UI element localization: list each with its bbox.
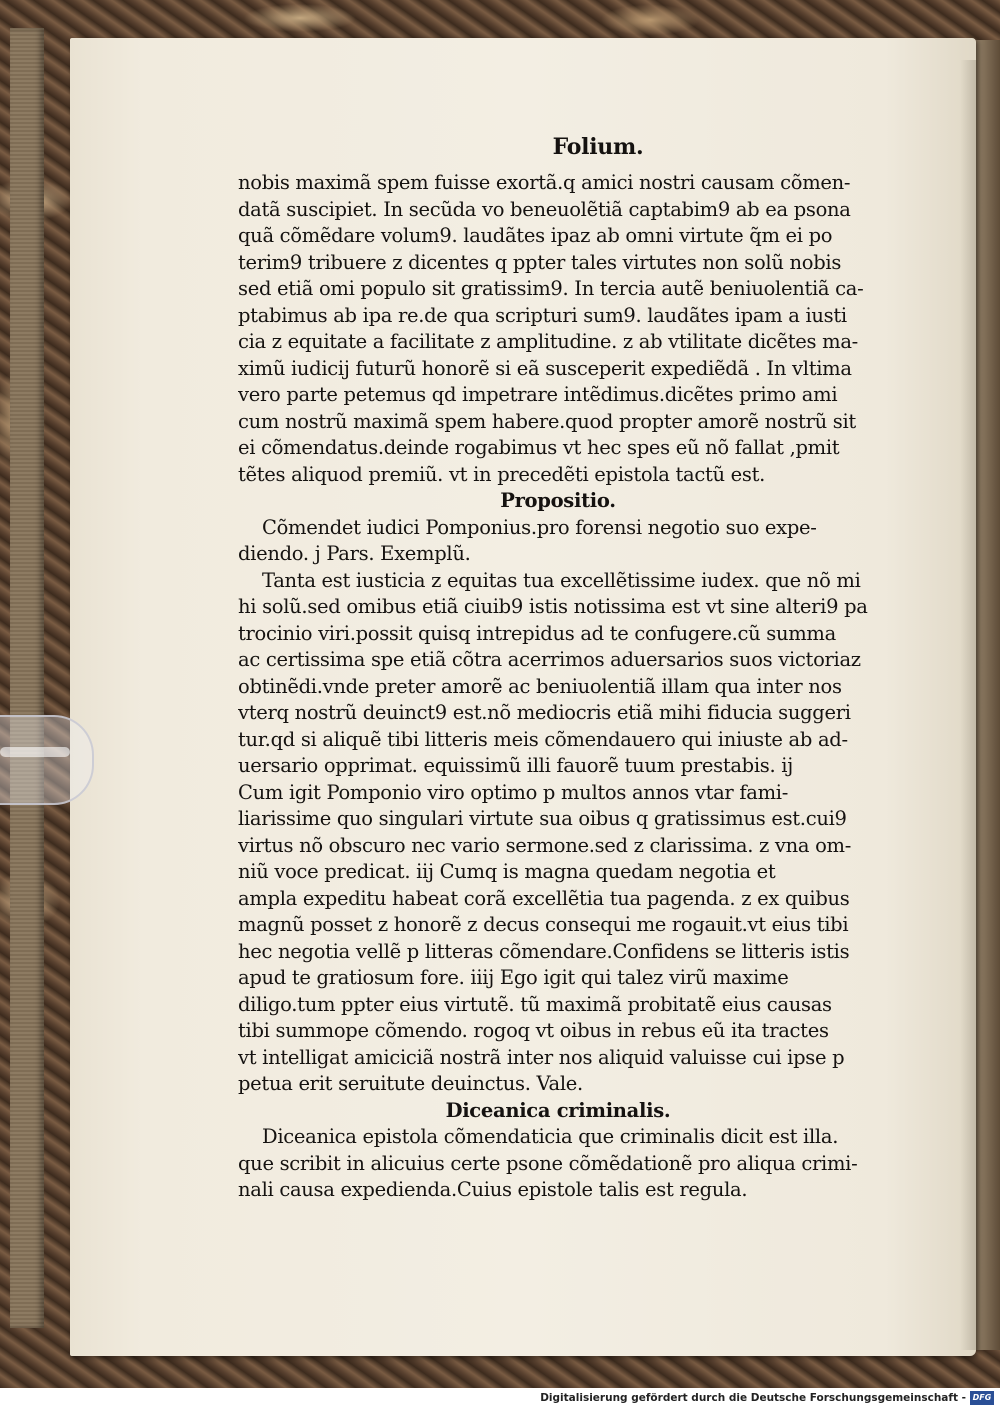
text-line: ei cõmendatus.deinde rogabimus vt hec spes eũ nõ fallat ,pmit — [238, 436, 840, 459]
text-line: vterq nostrũ deuinct9 est.nõ mediocris etiã mihi fiducia suggeri — [238, 701, 851, 724]
text-line: que scribit in alicuius certe psone cõmẽdationẽ pro aliqua crimi- — [238, 1151, 858, 1175]
propositio-heading: Propositio. — [500, 489, 616, 512]
text-line: ac certissima spe etiã cõtra acerrimos aduersarios suos victoriaz — [238, 648, 861, 671]
text-line: Tanta est iusticia z equitas tua excellẽtissime iudex. que nõ mi — [262, 568, 861, 592]
text-line: Diceanica epistola cõmendaticia que criminalis dicit est illa. — [262, 1125, 839, 1148]
text-line: petua erit seruitute deuinctus. Vale. — [238, 1072, 583, 1095]
text-line: ximũ iudicij futurũ honorẽ si eã susceperit expediẽdã . In vltima — [238, 356, 852, 380]
text-line: obtinẽdi.vnde preter amorẽ ac beniuolentiã illam qua inter nos — [238, 674, 842, 698]
text-line: Cõmendet iudici Pomponius.pro forensi negotio suo expe- — [262, 515, 817, 539]
text-line: hec negotia vellẽ p litteras cõmendare.Confidens se litteris istis — [238, 939, 850, 963]
leaf-edge-shadow — [960, 60, 978, 1350]
text-line: magnũ posset z honorẽ z decus consequi me rogauit.vt eius tibi — [238, 913, 849, 936]
text-line: terim9 tribuere z dicentes q ppter tales virtutes non solũ nobis — [238, 250, 842, 274]
diceanica-paragraph — [238, 1124, 878, 1204]
text-line: datã suscipiet. In secũda vo beneuolẽtiã captabim9 ab ea psona — [238, 197, 851, 221]
text-line: apud te gratiosum fore. iiij Ego igit qui talez virũ maxime — [238, 966, 789, 989]
text-line: cia z equitate a facilitate z amplitudine. z ab vtilitate dicẽtes ma- — [238, 330, 858, 353]
binding-spine — [10, 28, 44, 1328]
text-line: sed etiã omi populo sit gratissim9. In tercia autẽ beniuolentiã ca- — [238, 277, 864, 300]
text-line: uersario opprimat. equissimũ illi fauorẽ tuum prestabis. ij — [238, 754, 793, 777]
text-line: diendo. j Pars. Exemplũ. — [238, 542, 471, 565]
text-line: tur.qd si aliquẽ tibi litteris meis cõmendauero qui iniuste ab ad- — [238, 727, 848, 751]
text-line: vt intelligat amiciciã nostrã inter nos aliquid valuisse cui ipse p — [238, 1045, 845, 1069]
example-paragraph — [238, 568, 878, 1098]
text-line: liarissime quo singulari virtute sua oibus q gratissimus est.cui9 — [238, 807, 847, 830]
dfg-logo: DFG — [970, 1391, 994, 1405]
funding-footer — [0, 1388, 1000, 1411]
text-line: diligo.tum ppter eius virtutẽ. tũ maximã probitatẽ eius causas — [238, 992, 832, 1016]
page-heading: Folium. — [552, 134, 644, 160]
text-line: niũ voce predicat. iij Cumq is magna quedam negotia et — [238, 860, 776, 883]
text-line: cum nostrũ maximã spem habere.quod propter amorẽ nostrũ sit — [238, 409, 856, 433]
text-line: trocinio viri.possit quisq intrepidus ad te confugere.cũ summa — [238, 621, 836, 645]
text-line: nobis maximã spem fuisse exortã.q amici nostri causam cõmen- — [238, 171, 851, 194]
intro-paragraph — [238, 170, 878, 488]
text-line: quã cõmẽdare volum9. laudãtes ipaz ab omni virtute q̃m ei po — [238, 224, 833, 247]
propositio-paragraph — [238, 515, 878, 568]
text-line: virtus nõ obscuro nec vario sermone.sed z clarissima. z vna om- — [238, 833, 851, 857]
text-line: tẽtes aliquod premiũ. vt in precedẽti epistola tactũ est. — [238, 462, 766, 486]
text-line: vero parte petemus qd impetrare intẽdimus.dicẽtes primo ami — [238, 383, 838, 406]
funding-notice: Digitalisierung gefördert durch die Deutsche Forschungsgemeinschaft - — [540, 1392, 966, 1404]
text-line: hi solũ.sed omibus etiã ciuib9 istis notissima est vt sine alteri9 pa — [238, 595, 868, 618]
diceanica-heading: Diceanica criminalis. — [445, 1098, 671, 1122]
printed-text-block — [238, 130, 878, 1204]
text-line: tibi summope cõmendo. rogoq vt oibus in rebus eũ ita tractes — [238, 1019, 829, 1042]
page-holder-clip — [0, 715, 94, 805]
text-line: nali causa expedienda.Cuius epistole talis est regula. — [238, 1178, 748, 1201]
text-line: ampla expeditu habeat corã excellẽtia tua pagenda. z ex quibus — [238, 886, 850, 910]
text-line: ptabimus ab ipa re.de qua scripturi sum9. laudãtes ipam a iusti — [238, 303, 847, 327]
text-line: Cum igit Pomponio viro optimo p multos annos vtar fami- — [238, 780, 789, 804]
